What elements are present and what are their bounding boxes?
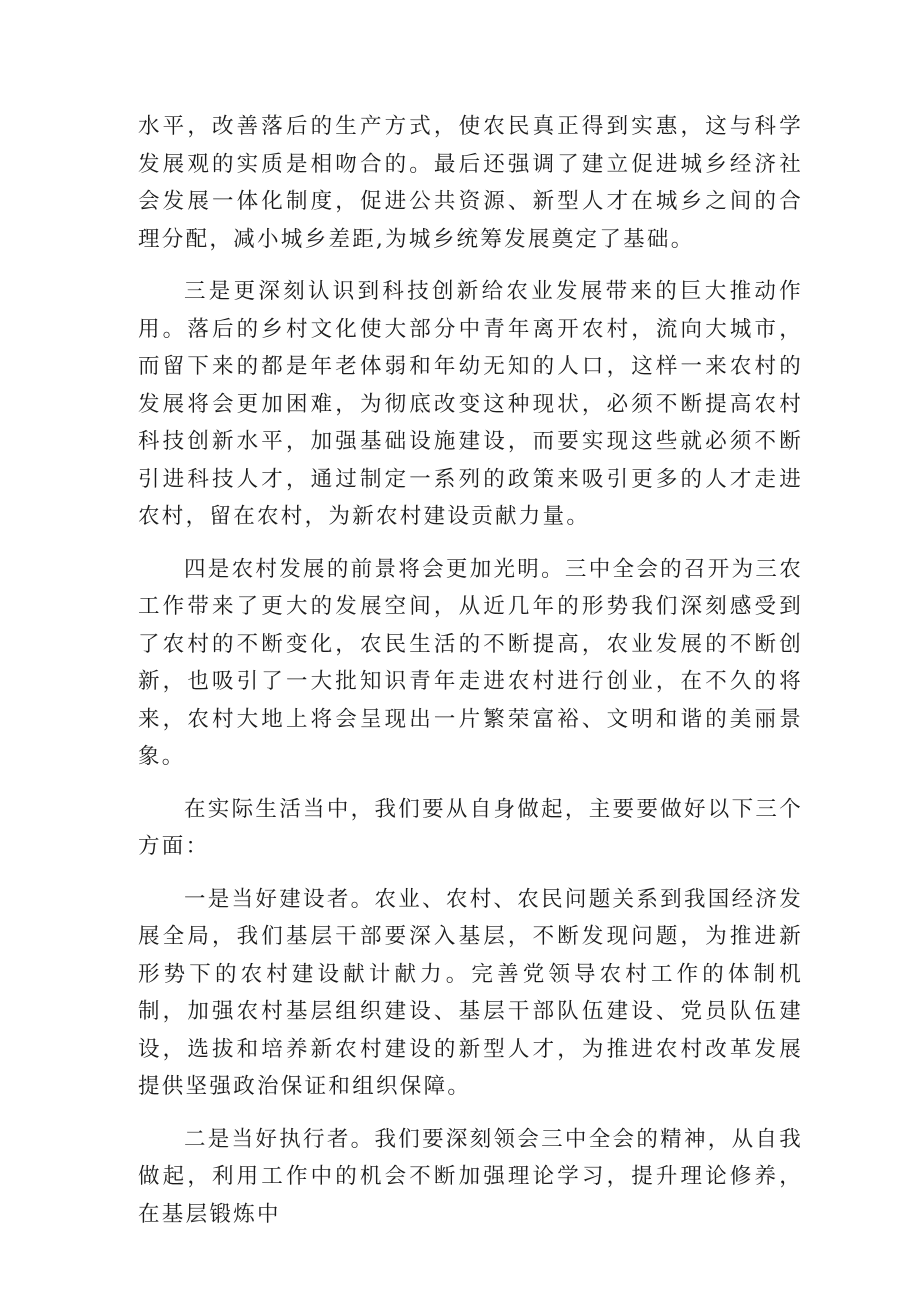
paragraph-point-four: 四是农村发展的前景将会更加光明。三中全会的召开为三农工作带来了更大的发展空间，从近几年的形势我们深刻感受到了农村的不断变化，农民生活的不断提高，农业发展的不断创新，也吸引了一大批知识青年走进农村进行创业，在不久的将来，农村大地上将会呈现出一片繁荣富裕、文明和谐的美丽景象。 bbox=[138, 556, 803, 769]
paragraph-practice-intro: 在实际生活当中，我们要从自身做起，主要要做好以下三个方面： bbox=[138, 796, 803, 859]
paragraph-builder: 一是当好建设者。农业、农村、农民问题关系到我国经济发展全局，我们基层干部要深入基层，不断发现问题，为推进新形势下的农村建设献计献力。完善党领导农村工作的体制机制，加强农村基层组织建设、基层干部队伍建设、党员队伍建设，选拔和培养新农村建设的新型人才，为推进农村改革发展提供坚强政治保证和组织保障。 bbox=[138, 886, 803, 1099]
document-body bbox=[138, 108, 803, 1248]
paragraph-executor: 二是当好执行者。我们要深刻领会三中全会的精神，从自我做起，利用工作中的机会不断加强理论学习，提升理论修养，在基层锻炼中 bbox=[138, 1126, 803, 1227]
paragraph-point-three: 三是更深刻认识到科技创新给农业发展带来的巨大推动作用。落后的乡村文化使大部分中青年离开农村，流向大城市，而留下来的都是年老体弱和年幼无知的人口，这样一来农村的发展将会更加困难，为彻底改变这种现状，必须不断提高农村科技创新水平，加强基础设施建设，而要实现这些就必须不断引进科技人才，通过制定一系列的政策来吸引更多的人才走进农村，留在农村，为新农村建设贡献力量。 bbox=[138, 279, 803, 529]
paragraph-continuation: 水平，改善落后的生产方式，使农民真正得到实惠，这与科学发展观的实质是相吻合的。最后还强调了建立促进城乡经济社会发展一体化制度，促进公共资源、新型人才在城乡之间的合理分配，减小城乡差距,为城乡统筹发展奠定了基础。 bbox=[138, 114, 803, 252]
